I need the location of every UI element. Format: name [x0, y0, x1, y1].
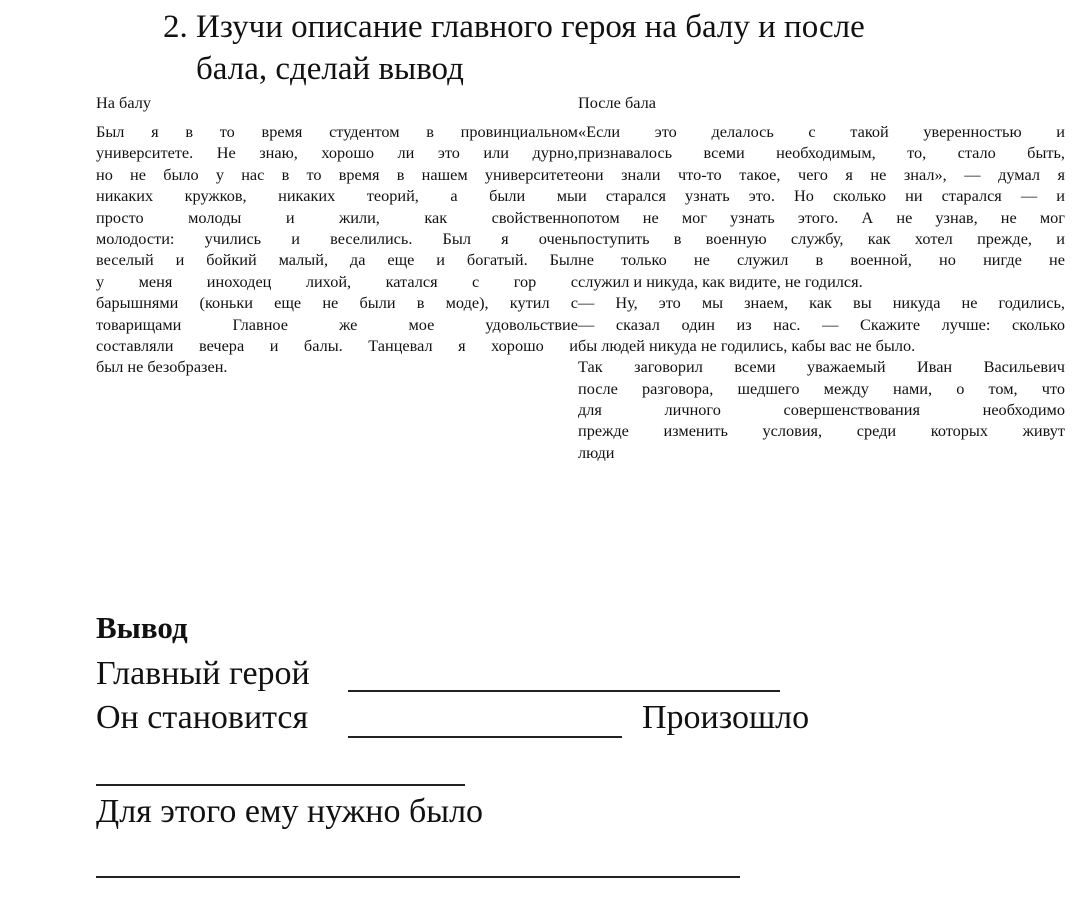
- blank-becomes[interactable]: [348, 736, 622, 738]
- task-title-line-1: 2. Изучи описание главного героя на балу и после: [163, 9, 865, 45]
- text-line: — сказал один из нас. — Скажите лучше: сколько: [578, 314, 1065, 334]
- text-line: университете. Не знаю, хорошо ли это или дурно,: [96, 143, 578, 163]
- text-line: Так заговорил всеми уважаемый Иван Васильевич: [578, 357, 1065, 377]
- blank-needed[interactable]: [96, 876, 740, 878]
- text-line: никаких кружков, никаких теорий, а были мы: [96, 186, 578, 206]
- text-line: составляли вечера и балы. Танцевал я хорошо и: [96, 335, 578, 355]
- text-line: «Если это делалось с такой уверенностью и: [578, 122, 1065, 141]
- conclusion-heading: Вывод: [96, 610, 188, 645]
- text-line: люди: [578, 442, 615, 462]
- conclusion-line-main-hero: Главный герой: [96, 655, 310, 692]
- right-column-text: [578, 121, 1065, 463]
- text-line: — Ну, это мы знаем, как вы никуда не годились,: [578, 293, 1065, 313]
- left-column-heading: На балу: [96, 93, 151, 112]
- task-title-line-2: бала, сделай вывод: [196, 51, 464, 87]
- text-line: товарищами Главное же мое удовольствие: [96, 314, 578, 334]
- text-line: не только не служил в военной, но нигде не: [578, 250, 1065, 270]
- text-line: у меня иноходец лихой, катался с гор с: [96, 271, 578, 291]
- left-column-at-ball: [96, 91, 578, 378]
- text-line: для личного совершенствования необходимо: [578, 400, 1065, 420]
- text-line: бы людей никуда не годились, кабы вас не было.: [578, 335, 916, 355]
- text-line: поступить в военную службу, как хотел прежде, и: [578, 228, 1065, 248]
- text-line: потом не мог узнать этого. А не узнав, не мог: [578, 207, 1065, 227]
- conclusion-line-happened: Произошло: [642, 699, 810, 736]
- task-title: [163, 6, 865, 90]
- text-line: веселый и бойкий малый, да еще и богатый. Был: [96, 250, 578, 270]
- text-line: служил и никуда, как видите, не годился.: [578, 271, 863, 291]
- blank-main-hero[interactable]: [348, 690, 780, 692]
- left-column-text: [96, 121, 578, 378]
- right-column-after-ball: [578, 91, 1065, 463]
- conclusion-line-becomes: Он становится: [96, 699, 309, 736]
- text-line: барышнями (коньки еще не были в моде), кутил с: [96, 293, 578, 313]
- text-line: просто молоды и жили, как свойственно: [96, 207, 578, 227]
- right-column-heading: После бала: [578, 93, 656, 112]
- text-line: Был я в то время студентом в провинциальном: [96, 122, 578, 141]
- text-line: после разговора, шедшего между нами, о том, что: [578, 378, 1065, 398]
- text-line: и старался узнать это. Но сколько ни старался — и: [578, 186, 1065, 206]
- conclusion-line-needed: Для этого ему нужно было: [96, 793, 484, 830]
- text-line: молодости: учились и веселились. Был я очень: [96, 228, 578, 248]
- text-line: признавалось всеми необходимым, то, стало быть,: [578, 143, 1065, 163]
- text-line: был не безобразен.: [96, 357, 228, 377]
- text-line: прежде изменить условия, среди которых живут: [578, 421, 1065, 441]
- text-line: они знали что-то такое, чего я не знал», — думал я: [578, 164, 1065, 184]
- blank-happened[interactable]: [96, 784, 465, 786]
- text-line: но не было у нас в то время в нашем университете: [96, 164, 578, 184]
